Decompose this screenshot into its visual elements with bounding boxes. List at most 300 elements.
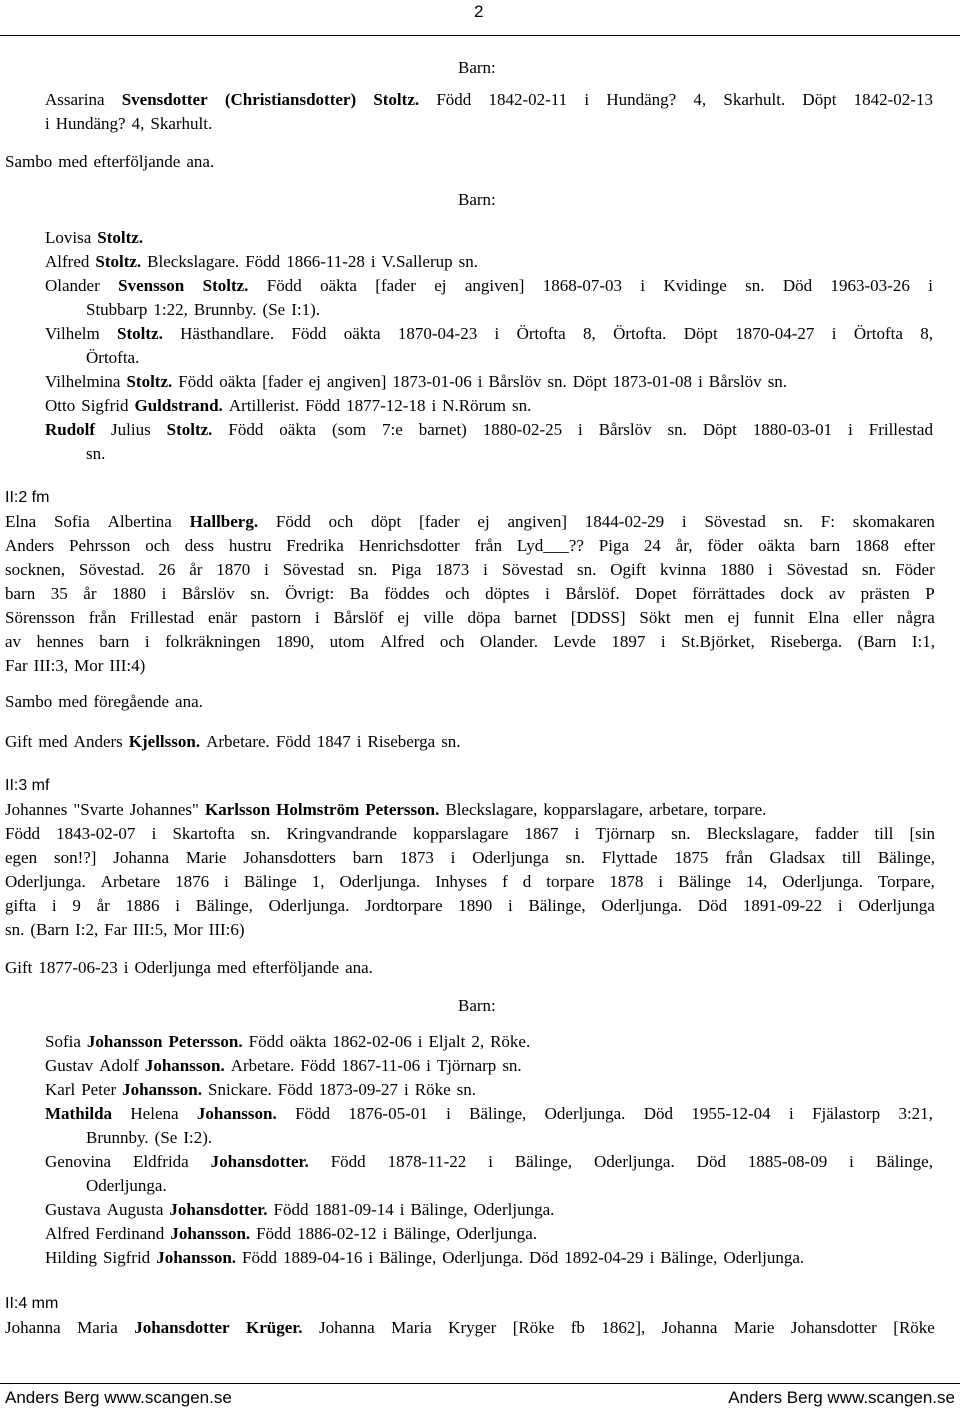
word: Hästhandlare.: [180, 324, 275, 343]
word: Bårslöv: [181, 584, 235, 603]
word: Artillerist.: [228, 396, 300, 415]
word: Född: [277, 1080, 313, 1099]
word: sn.: [547, 372, 567, 391]
word: barn: [99, 632, 130, 651]
word: Död: [782, 276, 813, 295]
word: 1842-02-13: [853, 90, 933, 109]
word: Johanna: [5, 1318, 61, 1337]
word: i: [123, 958, 129, 977]
word: Johansson.: [144, 1056, 225, 1075]
word: oäkta: [219, 372, 257, 391]
word: Johannes": [129, 800, 199, 819]
word: son!?]: [53, 848, 97, 867]
word: Skarhult.: [150, 114, 213, 133]
word: barn: [809, 536, 841, 555]
word: i: [45, 114, 50, 133]
word: i: [545, 584, 550, 603]
children-heading: Barn:: [458, 996, 496, 1015]
word: Alfred: [380, 632, 425, 651]
word: 1955-12-04: [691, 1104, 771, 1123]
word: Oderljunga.: [601, 896, 683, 915]
word: Pehrsson: [68, 536, 131, 555]
word: i: [698, 372, 703, 391]
text-line: [45, 418, 933, 442]
word: sn.: [250, 824, 271, 843]
word: Bälinge,: [514, 1152, 573, 1171]
word: i: [660, 632, 666, 651]
word: Född: [266, 276, 302, 295]
word: Sökt: [639, 608, 671, 627]
word: Riseberga: [367, 732, 436, 751]
word: 1844-02-29: [584, 512, 665, 531]
word: i: [426, 1056, 431, 1075]
word: angiven]: [507, 512, 567, 531]
word: Född: [305, 396, 341, 415]
word: oäkta: [289, 1032, 327, 1051]
word: Död: [696, 1152, 726, 1171]
word: hennes: [36, 632, 84, 651]
word: Marie: [733, 1318, 775, 1337]
word: torpare.: [714, 800, 767, 819]
word: III:6): [208, 920, 245, 939]
word: sn.: [502, 1056, 522, 1075]
word: Oderljunga.: [268, 896, 350, 915]
word: Snickare.: [208, 1080, 272, 1099]
word: Assarina: [45, 90, 105, 109]
text-line: [5, 582, 935, 606]
word: Jordtorpare: [365, 896, 443, 915]
word: Rudolf: [45, 420, 96, 439]
word: Johansdotter: [134, 1318, 230, 1337]
word: Döpt: [802, 90, 837, 109]
word: 1878-11-22: [387, 1152, 467, 1171]
word: Elna: [808, 608, 840, 627]
section-heading: II:2 fm: [5, 489, 50, 506]
word: Död: [528, 1248, 559, 1267]
word: Gladsax: [769, 848, 826, 867]
word: Johansson.: [156, 1248, 237, 1267]
word: Bälinge,: [469, 1104, 527, 1123]
word: Oderljunga.: [442, 1248, 523, 1267]
word: Kvidinge: [663, 276, 727, 295]
footer-rule: [0, 1383, 960, 1384]
text-line: [45, 112, 933, 136]
word: 1870: [216, 560, 251, 579]
word: förrättades: [692, 584, 765, 603]
word: döpa: [467, 608, 501, 627]
word: Bälinge,: [660, 1248, 718, 1267]
text-line: [5, 956, 935, 980]
word: barnet: [514, 608, 557, 627]
children-heading: Barn:: [458, 190, 496, 209]
word: oäkta: [320, 276, 357, 295]
text-line: [5, 798, 935, 822]
word: Ogift: [610, 560, 647, 579]
word: Johansdotter: [790, 1318, 877, 1337]
word: Örtofta.: [86, 348, 140, 367]
word: Helena: [130, 1104, 179, 1123]
word: Mor: [173, 920, 203, 939]
word: 1862-02-06: [332, 1032, 412, 1051]
word: 2,: [471, 1032, 485, 1051]
word: N.Rörum: [442, 396, 506, 415]
word: Olander.: [479, 632, 538, 651]
word: Örtofta: [516, 324, 566, 343]
word: pastorn: [251, 608, 302, 627]
text-line: [45, 394, 933, 418]
text-line: [5, 654, 935, 678]
word: Bälinge,: [877, 848, 935, 867]
text-line: [5, 894, 935, 918]
word: Johansdotter.: [210, 1152, 309, 1171]
word: eller: [853, 608, 884, 627]
word: 1890,: [275, 632, 315, 651]
word: barn: [5, 584, 36, 603]
word: kvinna: [659, 560, 707, 579]
word: till: [842, 848, 861, 867]
word: ej: [477, 512, 490, 531]
word: Henrichsdotter: [358, 536, 460, 555]
word: Döpt: [572, 372, 607, 391]
word: 1876-05-01: [348, 1104, 428, 1123]
word: i: [928, 276, 933, 295]
word: dock: [780, 584, 814, 603]
word: i: [450, 848, 456, 867]
word: sn.: [577, 560, 597, 579]
word: ej: [397, 608, 410, 627]
word: Kjellsson.: [128, 732, 201, 751]
word: Torpare,: [877, 872, 935, 891]
word: [fader: [262, 372, 303, 391]
word: Född: [330, 1152, 366, 1171]
text-line: [45, 1102, 933, 1126]
word: efterföljande: [252, 958, 340, 977]
text-line: [45, 250, 933, 274]
word: Far: [5, 656, 28, 675]
word: egen: [5, 848, 38, 867]
word: Bälinge: [678, 872, 731, 891]
word: i: [578, 420, 583, 439]
word: 9: [72, 896, 81, 915]
footer-right: Anders Berg www.scangen.se: [728, 1388, 955, 1407]
word: i: [370, 252, 376, 271]
word: Sigfrid: [81, 396, 129, 415]
word: Eljalt: [428, 1032, 466, 1051]
word: Gift: [5, 958, 33, 977]
text-line: [45, 1030, 933, 1054]
word: Inhyses: [435, 872, 488, 891]
word: 1876: [175, 872, 210, 891]
word: enär: [207, 608, 238, 627]
word: Oderljunga.: [594, 1152, 675, 1171]
word: 1877-12-18: [346, 396, 426, 415]
text-line: [5, 558, 935, 582]
word: Sigfrid: [102, 1248, 151, 1267]
word: i: [584, 90, 590, 109]
word: i: [368, 1248, 374, 1267]
word: Sofia: [45, 1032, 81, 1051]
word: 1880-02-25: [482, 420, 563, 439]
word: 1963-03-26: [830, 276, 910, 295]
word: Bälinge,: [875, 1152, 933, 1171]
word: Sövestad: [704, 512, 766, 531]
word: arbetare,: [649, 800, 708, 819]
word: föder: [707, 536, 744, 555]
word: Stoltz.: [373, 90, 420, 109]
text-line: [5, 690, 935, 714]
word: 1,: [311, 872, 325, 891]
word: Arbetare: [100, 872, 161, 891]
word: funnit: [753, 608, 795, 627]
text-line: [45, 88, 933, 112]
word: sn.: [357, 560, 378, 579]
word: Guldstrand.: [134, 396, 223, 415]
word: i: [507, 896, 513, 915]
word: i: [161, 584, 167, 603]
word: (som: [332, 420, 367, 439]
word: och: [328, 512, 354, 531]
word: Frillestad: [129, 608, 195, 627]
word: med: [38, 732, 68, 751]
word: Eldfrida: [133, 1152, 189, 1171]
word: Ba: [349, 584, 369, 603]
word: och: [145, 536, 170, 555]
word: sn.: [565, 848, 585, 867]
word: "Svarte: [73, 800, 124, 819]
word: (Barn: [30, 920, 70, 939]
word: Albertina: [107, 512, 172, 531]
word: Skarhult.: [723, 90, 786, 109]
word: men: [684, 608, 714, 627]
word: Anders: [5, 536, 55, 555]
word: prästen: [860, 584, 910, 603]
word: Född: [291, 324, 327, 343]
word: Fredrika: [286, 536, 344, 555]
word: Augusta: [106, 1200, 164, 1219]
word: Bälinge,: [393, 1224, 451, 1243]
word: hustru: [228, 536, 272, 555]
word: Bårslöf: [333, 608, 384, 627]
word: sn.: [86, 444, 106, 463]
word: i: [404, 1080, 409, 1099]
word: Örtofta: [853, 324, 903, 343]
word: i: [446, 1104, 451, 1123]
word: dess: [184, 536, 214, 555]
text-line: [86, 346, 933, 370]
word: 24: [643, 536, 661, 555]
word: Sambo: [5, 692, 53, 711]
word: i: [831, 324, 837, 343]
text-line: [5, 1316, 935, 1340]
word: Föder: [895, 560, 935, 579]
text-line: [5, 822, 935, 846]
word: sn.: [861, 560, 882, 579]
word: Örtofta.: [613, 324, 667, 343]
word: i: [649, 1248, 655, 1267]
word: 1881-09-14: [314, 1200, 394, 1219]
word: Bleckslagare,: [706, 824, 799, 843]
word: Genovina: [45, 1152, 112, 1171]
word: I:2,: [75, 920, 99, 939]
word: V.Sallerup: [381, 252, 453, 271]
text-line: [86, 1174, 933, 1198]
word: från: [725, 848, 753, 867]
text-line: [5, 918, 935, 942]
word: (Se: [154, 1128, 178, 1147]
word: Vilhelm: [45, 324, 100, 343]
word: 1886-02-12: [297, 1224, 377, 1243]
word: Far: [104, 920, 127, 939]
text-line: [5, 730, 935, 754]
word: Tjörnarp: [595, 824, 656, 843]
word: Bälinge: [243, 872, 297, 891]
word: år,: [675, 536, 693, 555]
word: 1891-09-22: [742, 896, 823, 915]
word: i: [51, 896, 57, 915]
text-line: [5, 534, 935, 558]
word: Hundäng?: [55, 114, 126, 133]
text-line: [45, 370, 933, 394]
word: i: [767, 560, 773, 579]
word: Stoltz.: [117, 324, 163, 343]
word: Bårslöv: [488, 372, 542, 391]
word: Johanna: [113, 848, 170, 867]
word: Sövestad.: [78, 560, 145, 579]
word: i: [417, 1032, 423, 1051]
word: III:5,: [132, 920, 168, 939]
word: Oderljunga: [472, 848, 549, 867]
word: 4,: [131, 114, 145, 133]
word: [DDSS]: [570, 608, 626, 627]
word: Sövestad: [786, 560, 848, 579]
word: Lovisa: [45, 228, 92, 247]
word: fadder: [814, 824, 859, 843]
word: sn.: [458, 252, 478, 271]
word: Elna: [5, 512, 37, 531]
word: Johannes: [5, 800, 68, 819]
word: oäkta: [279, 420, 317, 439]
word: Brunnby.: [86, 1128, 149, 1147]
word: Bårslöf.: [565, 584, 620, 603]
word: av: [5, 632, 22, 651]
word: föddes: [384, 584, 430, 603]
word: 1843-02-07: [56, 824, 136, 843]
word: i: [224, 872, 229, 891]
word: 8,: [920, 324, 933, 343]
word: Gustava: [45, 1200, 101, 1219]
text-line: [45, 1198, 933, 1222]
text-line: [45, 226, 933, 250]
word: angiven]: [464, 276, 525, 295]
word: Född: [275, 512, 311, 531]
word: Holmström: [276, 800, 360, 819]
word: Mathilda: [45, 1104, 113, 1123]
word: 1862],: [601, 1318, 646, 1337]
word: (Barn: [857, 632, 897, 651]
word: d: [522, 872, 532, 891]
word: III:3,: [33, 656, 69, 675]
word: 1875: [674, 848, 709, 867]
word: 1867-11-06: [341, 1056, 421, 1075]
word: med: [58, 152, 88, 171]
word: i: [382, 1224, 388, 1243]
word: Född: [178, 372, 214, 391]
word: oäkta: [343, 324, 381, 343]
word: [Röke: [893, 1318, 935, 1337]
word: III:4): [109, 656, 146, 675]
word: ana.: [345, 958, 373, 977]
word: 1868-07-03: [542, 276, 623, 295]
text-line: [45, 1150, 933, 1174]
word: 1878: [609, 872, 644, 891]
word: Arbetare.: [206, 732, 270, 751]
word: Johansdotters: [243, 848, 336, 867]
footer-left: Anders Berg www.scangen.se: [5, 1388, 232, 1407]
word: (Se: [262, 300, 286, 319]
word: Gift: [5, 732, 33, 751]
word: Stoltz.: [202, 276, 249, 295]
word: Levde: [553, 632, 596, 651]
word: 1877-06-23: [38, 958, 118, 977]
word: angiven]: [326, 372, 387, 391]
word: Sövestad: [282, 560, 345, 579]
word: i: [356, 732, 362, 751]
word: Född: [295, 1104, 331, 1123]
word: Frillestad: [868, 420, 933, 439]
word: Julius: [111, 420, 151, 439]
word: Karl: [45, 1080, 76, 1099]
word: Peter: [81, 1080, 117, 1099]
word: 1892-04-29: [564, 1248, 644, 1267]
word: år: [96, 896, 110, 915]
word: från: [474, 536, 502, 555]
word: I:1).: [291, 300, 320, 319]
word: Anders: [73, 732, 123, 751]
word: kopparslagare: [413, 824, 509, 843]
text-line: [86, 298, 933, 322]
word: socknen,: [5, 560, 65, 579]
word: Bälinge,: [379, 1248, 437, 1267]
word: i: [640, 276, 646, 295]
word: Bårslöv: [708, 372, 762, 391]
word: Oderljunga.: [473, 1200, 555, 1219]
word: Kryger: [448, 1318, 497, 1337]
word: torpare: [546, 872, 595, 891]
word: Alfred: [45, 1224, 90, 1243]
word: 1873: [399, 848, 434, 867]
word: kopparslagare,: [543, 800, 644, 819]
word: Sofia: [53, 512, 90, 531]
word: 1847: [316, 732, 351, 751]
word: i: [658, 872, 664, 891]
word: Stoltz.: [97, 228, 144, 247]
word: [Röke: [512, 1318, 555, 1337]
word: Ferdinand: [95, 1224, 165, 1243]
word: Adolf: [99, 1056, 139, 1075]
word: 1873-01-06: [392, 372, 472, 391]
word: 14,: [745, 872, 768, 891]
word: Oderljunga: [858, 896, 935, 915]
word: Hundäng?: [606, 90, 677, 109]
word: Maria: [391, 1318, 432, 1337]
word: 1873-01-08: [612, 372, 693, 391]
word: barnet): [418, 420, 467, 439]
word: 1880: [720, 560, 755, 579]
word: Johansson: [86, 1032, 163, 1051]
text-line: [5, 846, 935, 870]
word: Oderljunga: [134, 958, 211, 977]
word: i: [477, 372, 483, 391]
